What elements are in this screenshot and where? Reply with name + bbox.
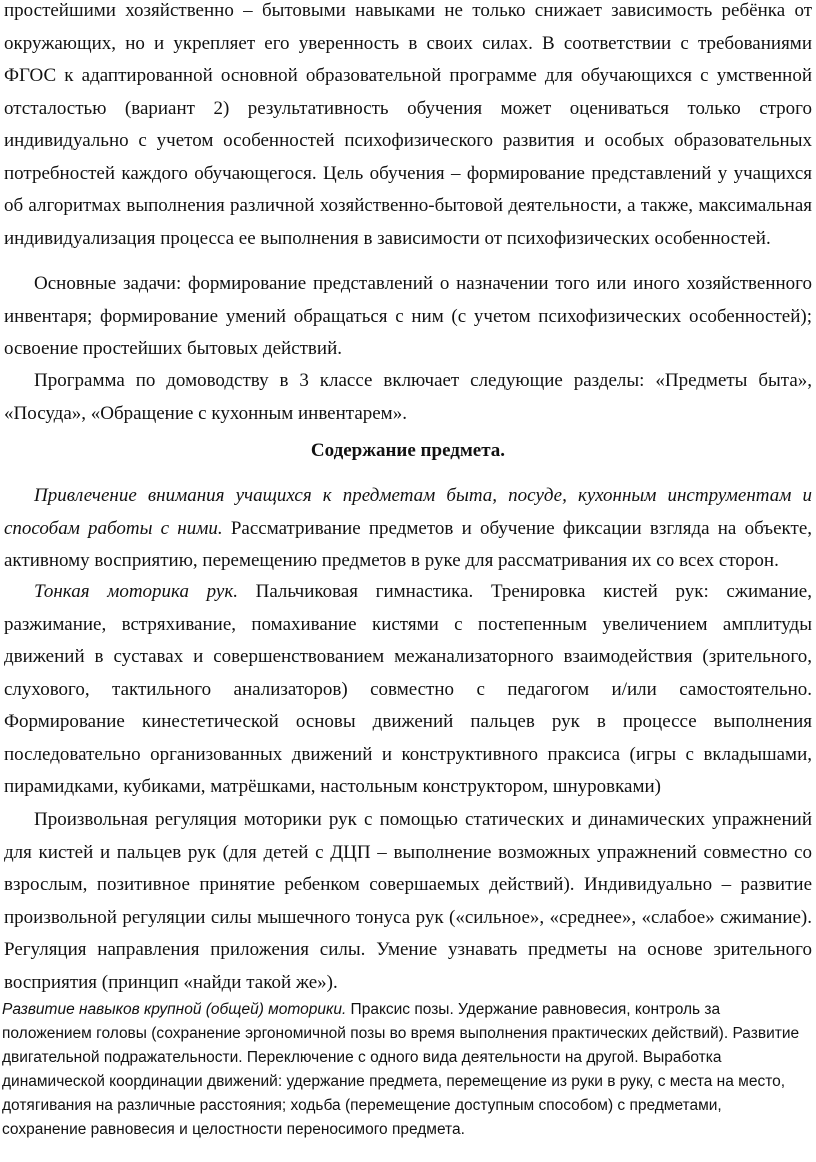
paragraph-intro (0, 0, 816, 255)
paragraph-fine-motor-text: Пальчиковая гимнастика. Тренировка кистей рук: сжимание, разжимание, встряхивание, помахивание кистями с постепенным увеличением амплитуды движений в суставах и совершенствованием межанализаторного взаимодействия (зрительного, слухового, тактильного анализаторов) совместно с педагогом и/или самостоятельно. Формирование кинестетической основы движений пальцев рук в процессе выполнения последовательно организованных движений и конструктивного праксиса (игры с вкладышами, пирамидками, кубиками, матрёшками, настольным конструктором, шнуровками) (4, 581, 812, 797)
paragraph-attention-lead: Привлечение внимания учащихся к предметам быта, посуде, кухонным инструментам и способам работы с ними. (4, 485, 812, 539)
paragraph-program-sections (0, 365, 816, 430)
paragraph-fine-motor-lead: Тонкая моторика рук. (34, 581, 238, 602)
paragraph-fine-motor (0, 576, 816, 804)
paragraph-main-tasks-text: Основные задачи: формирование представлений о назначении того или иного хозяйственного инвентаря; формирование умений обращаться с ним (с учетом психофизических особенностей); освоение простейших бытовых действий. (4, 273, 812, 359)
paragraph-main-tasks (0, 268, 816, 366)
paragraph-voluntary-regulation (0, 804, 816, 999)
section-heading: Содержание предмета. (310, 440, 506, 461)
paragraph-gross-motor (0, 998, 816, 1142)
paragraph-gross-motor-text: Праксис позы. Удержание равновесия, контроль за положением головы (сохранение эргономичной позы во время выполнения практических действий). Развитие двигательной подражательности. Переключение с одного вида деятельности на другой. Выработка динамической координации движений: удержание предмета, перемещение из руки в руку, с места на место, дотягивания на различные расстояния; ходьба (перемещение доступным способом) с предметами, сохранение равновесия и целостности переносимого предмета. (2, 1001, 800, 1138)
paragraph-attention-text: Рассматривание предметов и обучение фиксации взгляда на объекте, активному восприятию, перемещению предметов в руке для рассматривания их со всех сторон. (4, 517, 813, 571)
paragraph-program-sections-text: Программа по домоводству в 3 классе включает следующие разделы: «Предметы быта», «Посуда», «Обращение с кухонным инвентарем». (4, 370, 812, 424)
paragraph-attention (0, 480, 816, 578)
paragraph-intro-text: простейшими хозяйственно – бытовыми навыками не только снижает зависимость ребёнка от окружающих, но и укрепляет его уверенность в своих силах. В соответствии с требованиями ФГОС к адаптированной основной образовательной программе для обучающихся с умственной отсталостью (вариант 2) результативность обучения может оцениваться только строго индивидуально с учетом особенностей психофизического развития и особых образовательных потребностей каждого обучающегося. Цель обучения – формирование представлений у учащихся об алгоритмах выполнения различной хозяйственно-бытовой деятельности, а также, максимальная индивидуализация процесса ее выполнения в зависимости от психофизических особенностей. (4, 0, 812, 249)
paragraph-gross-motor-lead: Развитие навыков крупной (общей) моторики. (2, 1001, 347, 1018)
paragraph-voluntary-regulation-text: Произвольная регуляция моторики рук с помощью статических и динамических упражнений для кистей и пальцев рук (для детей с ДЦП – выполнение возможных упражнений совместно со взрослым, позитивное принятие ребенком совершаемых действий). Индивидуально – развитие произвольной регуляции силы мышечного тонуса рук («сильное», «среднее», «слабое» сжимание). Регуляция направления приложения силы. Умение узнавать предметы на основе зрительного восприятия (принцип «найди такой же»). (4, 809, 812, 993)
